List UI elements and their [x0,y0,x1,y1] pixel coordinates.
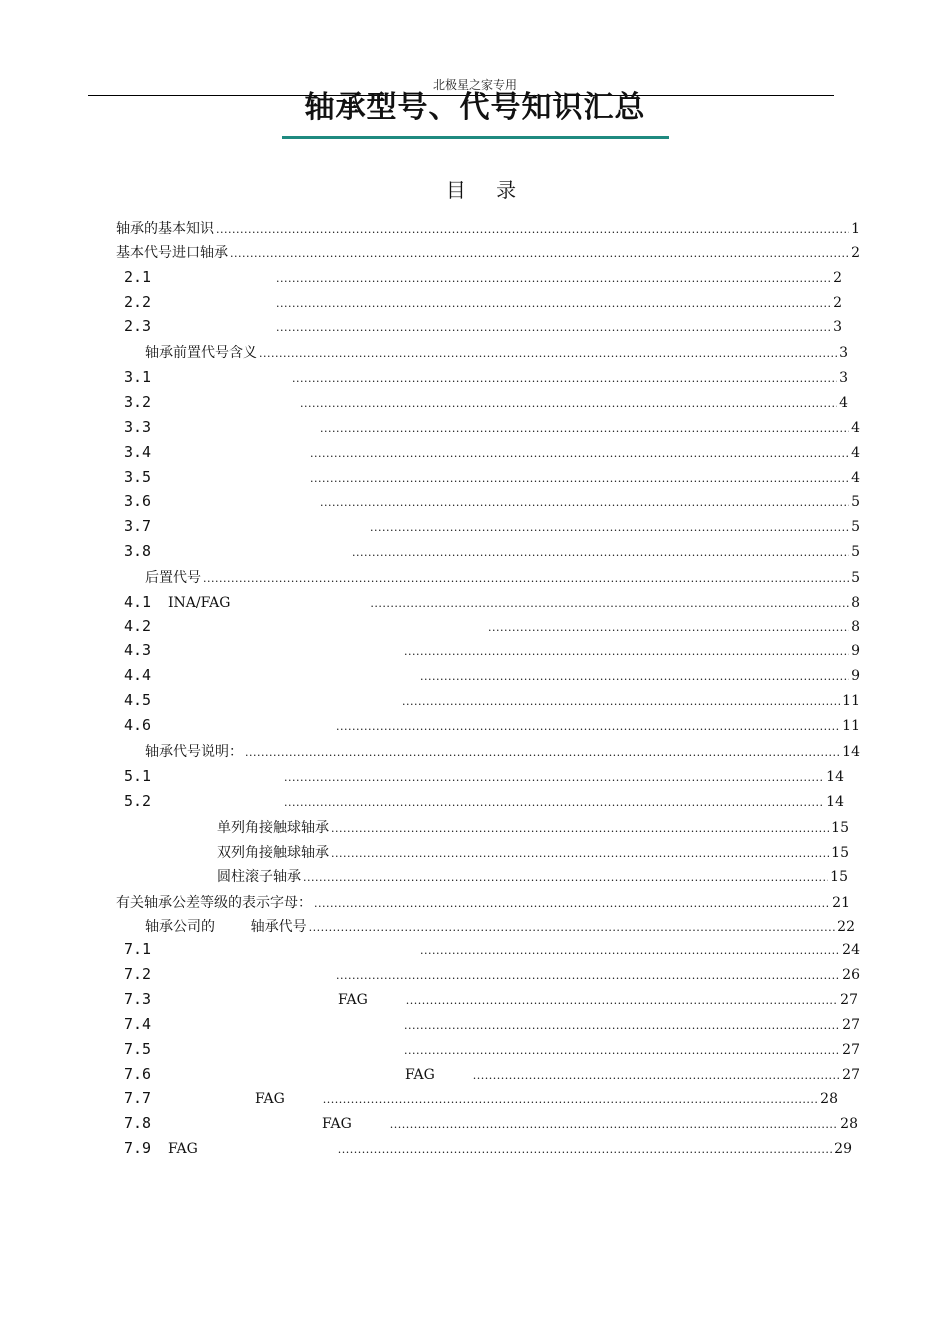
toc-dot-leader [284,767,824,789]
toc-entry-number: 4.2 [124,617,152,635]
toc-entry-page: 8 [851,595,860,611]
toc-dot-leader [276,293,831,315]
toc-entry[interactable] [124,291,842,313]
toc-entry[interactable] [124,765,844,787]
toc-entry[interactable] [124,1038,860,1060]
toc-dot-leader [473,1065,840,1087]
toc-entry[interactable] [124,315,842,337]
toc-entry-number: 5.1 [124,767,152,785]
toc-entry-number: 7.5 [124,1040,152,1058]
toc-entry-number: 2.1 [124,268,152,286]
toc-entry-number: 7.8 [124,1114,152,1132]
toc-entry-label: FAG [322,1116,352,1132]
toc-entry[interactable] [124,938,860,960]
toc-entry[interactable] [124,639,860,661]
toc-dot-leader [420,666,849,688]
toc-entry[interactable] [124,689,860,711]
toc-dot-leader [336,716,840,738]
toc-entry-number: 7.6 [124,1065,152,1083]
toc-entry[interactable] [116,242,860,264]
toc-entry[interactable] [124,615,860,637]
toc-entry-number: 3.1 [124,368,152,386]
toc-entry-page: 27 [842,1042,860,1058]
toc-entry[interactable] [124,366,848,388]
toc-dot-leader [320,418,849,440]
toc-entry-number: 4.4 [124,666,152,684]
page-header-text: 北极星之家专用 [432,78,517,92]
toc-entry-page: 4 [851,445,860,461]
toc-entry-label: 圆柱滚子轴承 [217,869,301,885]
toc-entry-number: 4.3 [124,641,152,659]
toc-dot-leader [331,818,829,840]
toc-entry-label: 轴承公司的 轴承代号 [145,919,307,935]
toc-entry-label: FAG [338,992,368,1008]
toc-entry[interactable] [124,1112,858,1134]
toc-entry-page: 5 [851,570,860,586]
toc-dot-leader [323,1089,818,1111]
toc-entry-page: 28 [820,1091,838,1107]
toc-entry-page: 5 [851,519,860,535]
toc-entry[interactable] [124,1063,860,1085]
toc-entry-page: 26 [842,967,860,983]
toc-dot-leader [292,368,837,390]
toc-entry-label: 后置代号 [145,570,201,586]
toc-entry-number: 3.5 [124,468,152,486]
toc-entry-page: 3 [839,370,848,386]
toc-entry[interactable] [217,817,849,839]
toc-entry-page: 14 [826,769,844,785]
toc-entry[interactable] [124,714,860,736]
toc-entry-page: 14 [826,794,844,810]
toc-entry-label: 单列角接触球轴承 [217,820,329,836]
toc-entry-number: 7.9 [124,1139,152,1157]
document-title: 轴承型号、代号知识汇总 [304,90,646,125]
toc-entry-number: 4.1 [124,593,152,611]
toc-entry-page: 3 [839,345,848,361]
toc-entry-number: 2.2 [124,293,152,311]
toc-entry-page: 29 [834,1141,852,1157]
toc-entry-page: 27 [842,1067,860,1083]
toc-entry-page: 11 [842,718,860,734]
toc-entry-page: 22 [837,919,855,935]
toc-entry[interactable] [124,441,860,463]
toc-entry-page: 3 [833,319,842,335]
toc-entry[interactable] [124,591,860,613]
toc-entry-number: 4.5 [124,691,152,709]
toc-entry-page: 14 [842,744,860,760]
toc-entry-page: 5 [851,494,860,510]
toc-dot-leader [276,317,831,339]
toc-entry-page: 21 [832,895,850,911]
toc-entry[interactable] [145,567,860,589]
toc-entry[interactable] [124,790,844,812]
toc-entry[interactable] [145,916,855,938]
toc-entry-page: 4 [851,420,860,436]
toc-entry[interactable] [145,342,848,364]
toc-dot-leader [310,468,849,490]
toc-dot-leader [370,593,849,615]
toc-entry[interactable] [124,490,860,512]
toc-dot-leader [300,393,837,415]
toc-entry[interactable] [116,892,850,914]
toc-entry-number: 7.4 [124,1015,152,1033]
toc-dot-leader [284,792,824,814]
toc-entry-page: 5 [851,544,860,560]
toc-entry-page: 2 [833,270,842,286]
toc-entry-number: 7.2 [124,965,152,983]
toc-entry[interactable] [124,515,860,537]
toc-dot-leader [276,268,831,290]
toc-entry[interactable] [124,664,860,686]
toc-entry-number: 7.7 [124,1089,152,1107]
toc-entry[interactable] [124,391,848,413]
toc-entry-number: 7.1 [124,940,152,958]
toc-entry-page: 15 [830,869,848,885]
toc-dot-leader [245,742,840,764]
toc-dot-leader [390,1114,838,1136]
toc-entry-page: 27 [842,1017,860,1033]
toc-entry-number: 3.8 [124,542,152,560]
toc-entry-number: 3.7 [124,517,152,535]
toc-dot-leader [336,965,840,987]
toc-dot-leader [488,617,849,639]
toc-entry-page: 24 [842,942,860,958]
toc-dot-leader [309,917,836,939]
toc-dot-leader [404,641,849,663]
toc-entry-page: 2 [851,245,860,261]
toc-heading: 目 录 [445,178,529,202]
toc-entry[interactable] [124,266,842,288]
toc-entry-number: 3.6 [124,492,152,510]
toc-entry[interactable] [124,1137,852,1159]
toc-entry-page: 11 [842,693,860,709]
toc-entry[interactable] [145,741,860,763]
toc-dot-leader [338,1139,832,1161]
toc-dot-leader [303,867,828,889]
toc-entry-page: 15 [831,820,849,836]
toc-dot-leader [320,492,849,514]
toc-entry-label: 轴承代号说明： [145,744,243,760]
toc-entry-label: 双列角接触球轴承 [217,845,329,861]
toc-entry-page: 4 [851,470,860,486]
toc-entry-label: FAG [255,1091,285,1107]
toc-entry-page: 9 [851,643,860,659]
toc-entry-label: 有关轴承公差等级的表示字母： [116,895,312,911]
toc-dot-leader [370,517,849,539]
toc-entry-number: 3.2 [124,393,152,411]
toc-entry-page: 15 [831,845,849,861]
toc-entry-number: 3.3 [124,418,152,436]
toc-entry[interactable] [124,466,860,488]
toc-dot-leader [402,691,840,713]
toc-entry[interactable] [217,842,849,864]
toc-dot-leader [404,1015,840,1037]
toc-entry[interactable] [124,988,858,1010]
toc-dot-leader [259,343,837,365]
toc-entry-label: 基本代号进口轴承 [116,245,228,261]
toc-entry-number: 3.4 [124,443,152,461]
toc-entry[interactable] [124,540,860,562]
toc-entry-page: 27 [840,992,858,1008]
toc-entry-page: 1 [851,221,860,237]
toc-entry-page: 2 [833,295,842,311]
toc-entry-page: 9 [851,668,860,684]
toc-entry-page: 8 [851,619,860,635]
toc-entry[interactable] [124,1013,860,1035]
toc-entry-number: 7.3 [124,990,152,1008]
toc-entry-label: FAG [405,1067,435,1083]
toc-dot-leader [203,568,849,590]
toc-dot-leader [331,843,829,865]
toc-dot-leader [310,443,849,465]
toc-entry[interactable] [124,1087,838,1109]
toc-dot-leader [352,542,849,564]
toc-entry[interactable] [124,416,860,438]
toc-entry-number: 4.6 [124,716,152,734]
toc-entry-number: 5.2 [124,792,152,810]
toc-dot-leader [230,243,849,265]
toc-entry-page: 28 [840,1116,858,1132]
toc-entry-label: INA/FAG [168,595,231,611]
toc-dot-leader [314,893,830,915]
toc-entry[interactable] [217,866,848,888]
toc-dot-leader [404,1040,840,1062]
toc-entry-label: 轴承的基本知识 [116,221,214,237]
toc-dot-leader [420,940,840,962]
toc-entry-number: 2.3 [124,317,152,335]
toc-entry-page: 4 [839,395,848,411]
toc-entry[interactable] [124,963,860,985]
toc-dot-leader [406,990,838,1012]
toc-entry[interactable] [116,218,860,240]
toc-dot-leader [216,219,849,241]
toc-entry-label: FAG [168,1141,198,1157]
toc-entry-label: 轴承前置代号含义 [145,345,257,361]
